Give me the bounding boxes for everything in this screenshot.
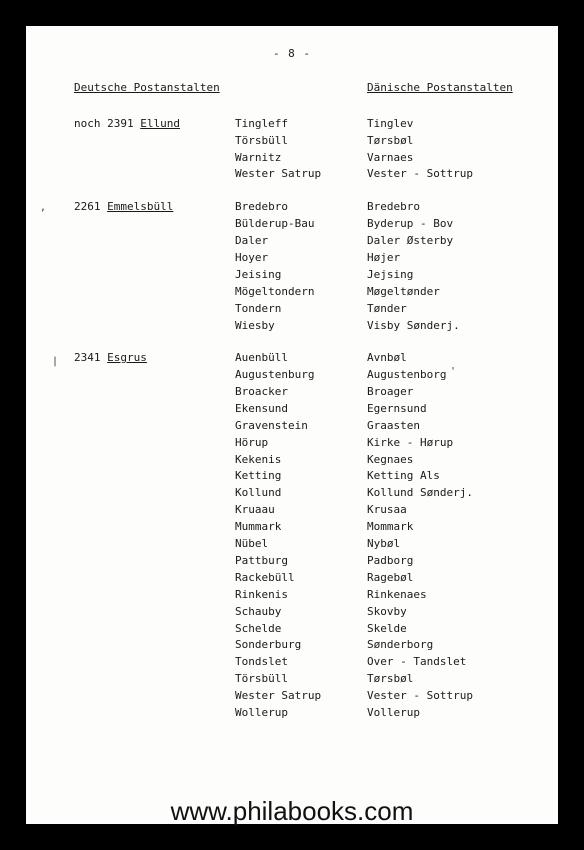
german-name: Bredebro	[235, 200, 288, 213]
office-heading-ellund	[74, 117, 180, 130]
danish-name: Augustenborg	[367, 368, 447, 381]
danish-name: Visby Sønderj.	[367, 319, 460, 332]
danish-name: Krusaa	[367, 503, 407, 516]
scan-mark: |	[52, 356, 59, 367]
header-german-post-offices: Deutsche Postanstalten	[74, 81, 220, 94]
danish-name: Nybøl	[367, 537, 401, 550]
german-name: Sonderburg	[235, 638, 302, 651]
office-prefix: 2341	[74, 351, 101, 364]
danish-name: Vester - Sottrup	[367, 167, 473, 180]
office-heading-emmelsbuell	[74, 200, 173, 213]
document-page	[26, 26, 558, 824]
danish-name: Vester - Sottrup	[367, 689, 473, 702]
danish-name: Avnbøl	[367, 351, 407, 364]
german-name: Törsbüll	[235, 134, 288, 147]
danish-name: Byderup - Bov	[367, 217, 454, 230]
german-name: Ekensund	[235, 402, 288, 415]
german-name: Hörup	[235, 436, 269, 449]
office-name: Emmelsbüll	[107, 200, 174, 213]
german-name: Mögeltondern	[235, 285, 315, 298]
german-name: Wester Satrup	[235, 167, 322, 180]
scan-mark: ,	[40, 202, 47, 213]
german-name: Tondslet	[235, 655, 288, 668]
danish-name: Skovby	[367, 605, 407, 618]
office-name: Ellund	[140, 117, 180, 130]
danish-name: Tinglev	[367, 117, 414, 130]
danish-name: Broager	[367, 385, 414, 398]
german-name: Wester Satrup	[235, 689, 322, 702]
german-name: Wollerup	[235, 706, 288, 719]
danish-name: Kegnaes	[367, 453, 414, 466]
danish-name: Møgeltønder	[367, 285, 440, 298]
german-name: Gravenstein	[235, 419, 308, 432]
danish-name: Ketting Als	[367, 469, 440, 482]
danish-name: Daler Østerby	[367, 234, 454, 247]
danish-name: Jejsing	[367, 268, 414, 281]
danish-name: Rinkenaes	[367, 588, 427, 601]
danish-name: Over - Tandslet	[367, 655, 467, 668]
german-name: Hoyer	[235, 251, 269, 264]
danish-name: Egernsund	[367, 402, 427, 415]
danish-name: Tørsbøl	[367, 672, 414, 685]
office-prefix: noch 2391	[74, 117, 134, 130]
german-name: Rackebüll	[235, 571, 295, 584]
danish-name: Kollund Sønderj.	[367, 486, 473, 499]
danish-name: Sønderborg	[367, 638, 434, 651]
german-name: Rinkenis	[235, 588, 288, 601]
danish-name: Vollerup	[367, 706, 420, 719]
german-name: Mummark	[235, 520, 282, 533]
page-number: - 8 -	[272, 47, 312, 60]
danish-name: Ragebøl	[367, 571, 414, 584]
office-heading-esgrus	[74, 351, 147, 364]
office-prefix: 2261	[74, 200, 101, 213]
german-name: Wiesby	[235, 319, 275, 332]
german-name: Kollund	[235, 486, 282, 499]
danish-name: Kirke - Hørup	[367, 436, 454, 449]
german-name: Warnitz	[235, 151, 282, 164]
german-name: Kruaau	[235, 503, 275, 516]
danish-name: Tørsbøl	[367, 134, 414, 147]
german-name: Tingleff	[235, 117, 288, 130]
german-name: Bülderup-Bau	[235, 217, 315, 230]
danish-name: Graasten	[367, 419, 420, 432]
german-name: Ketting	[235, 469, 282, 482]
danish-name: Padborg	[367, 554, 414, 567]
danish-name: Varnaes	[367, 151, 414, 164]
danish-name: Tønder	[367, 302, 407, 315]
german-name: Daler	[235, 234, 269, 247]
danish-name: Højer	[367, 251, 401, 264]
german-name: Schauby	[235, 605, 282, 618]
danish-name: Mommark	[367, 520, 414, 533]
german-name: Jeising	[235, 268, 282, 281]
german-name: Pattburg	[235, 554, 288, 567]
website-watermark: www.philabooks.com	[170, 796, 414, 826]
german-name: Kekenis	[235, 453, 282, 466]
german-name: Broacker	[235, 385, 288, 398]
german-name: Schelde	[235, 622, 282, 635]
german-name: Tondern	[235, 302, 282, 315]
danish-name: Bredebro	[367, 200, 420, 213]
german-name: Augustenburg	[235, 368, 315, 381]
danish-name: Skelde	[367, 622, 407, 635]
office-name: Esgrus	[107, 351, 147, 364]
header-danish-post-offices: Dänische Postanstalten	[367, 81, 513, 94]
scan-mark: '	[450, 366, 457, 377]
german-name: Nübel	[235, 537, 269, 550]
german-name: Törsbüll	[235, 672, 288, 685]
german-name: Auenbüll	[235, 351, 288, 364]
